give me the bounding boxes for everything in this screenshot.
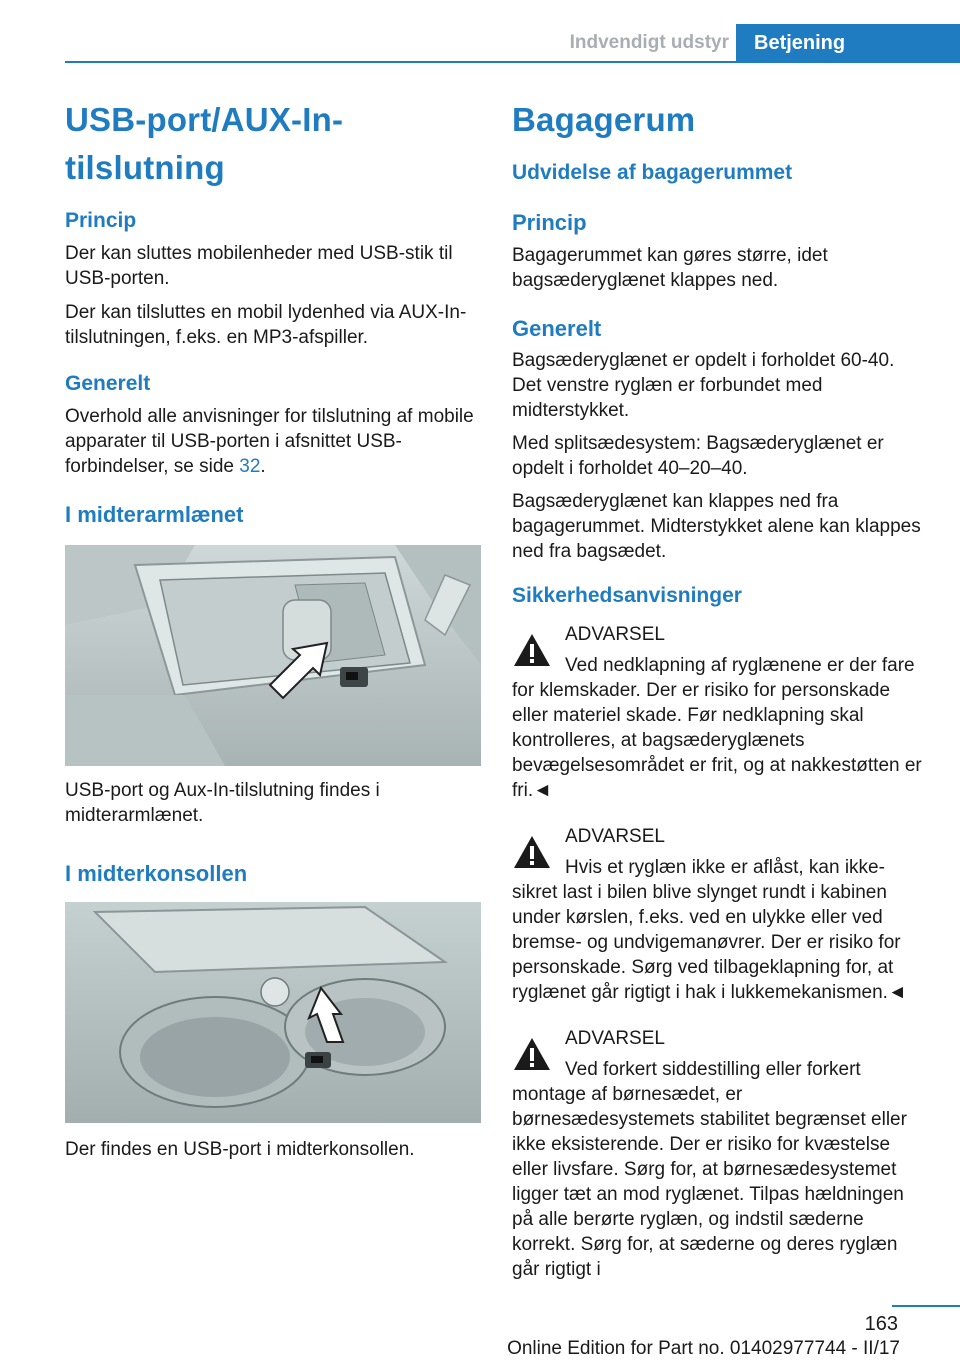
usb-principle-heading: Princip bbox=[65, 209, 137, 232]
warning-3 bbox=[512, 1026, 928, 1282]
right-column bbox=[512, 96, 928, 1282]
header-rule bbox=[65, 61, 960, 63]
warning-icon bbox=[512, 1036, 552, 1072]
usb-principle-p2: Der kan tilsluttes en mobil lydenhed via AUX-In-tilslutningen, f.eks. en MP3-afspiller. bbox=[65, 302, 467, 348]
left-column bbox=[65, 96, 481, 1162]
header-section: Indvendigt udstyr bbox=[569, 32, 729, 53]
page-header bbox=[0, 0, 960, 64]
trunk-general-p3: Bagsæderyglænet kan klappes ned fra bagagerummet. Midterstykket alene kan klappes ned fra bagsædet. bbox=[512, 491, 921, 562]
usb-general-body: Overhold alle anvisninger for tilslutning af mobile apparater til USB-porten i afsnittet USB-forbindelser, se side bbox=[65, 406, 474, 477]
trunk-principle-heading: Princip bbox=[512, 210, 587, 235]
usb-general-text bbox=[65, 404, 481, 479]
page-number: 163 bbox=[864, 1313, 898, 1335]
trunk-title: Bagagerum bbox=[512, 101, 696, 138]
warning-3-text: Ved forkert siddestilling eller forkert montage af børnesædet, er børnesædesystemets stabilitet begrænset eller ikke eksisterende. Der er risiko for kvæstelse eller livsfare. Sørg for, at børnesædesystemet ligger tæt an mod ryglænet. Tilpas hældningen på alle berørte ryglæn, og indstil sæderne korrekt. Sørg for, at sæderne og deres ryglæn går rigtigt i bbox=[512, 1059, 907, 1280]
warning-2-label: ADVARSEL bbox=[565, 826, 665, 847]
header-tab: Betjening bbox=[736, 24, 960, 62]
armrest-usb-photo bbox=[65, 545, 481, 766]
trunk-subheading: Udvidelse af bagagerummet bbox=[512, 161, 793, 184]
warning-2 bbox=[512, 824, 928, 1005]
edition-line: Online Edition for Part no. 01402977744 - II/17 bbox=[507, 1338, 900, 1359]
trunk-principle-text: Bagagerummet kan gøres større, idet bagsæderyglænet klappes ned. bbox=[512, 245, 828, 291]
footer-rule bbox=[892, 1305, 960, 1307]
trunk-general-heading: Generelt bbox=[512, 316, 602, 341]
warning-3-label: ADVARSEL bbox=[565, 1028, 665, 1049]
warning-1 bbox=[512, 622, 928, 803]
warning-icon bbox=[512, 632, 552, 668]
warning-2-text: Hvis et ryglæn ikke er aflåst, kan ikke-sikret last i bilen blive slynget rundt i kabinen under kørslen, f.eks. ved en ulykke eller ved bremse- og undvigemanøvrer. Der er risiko for personskade. Sørg ved tilbageklapning for, at ryglænet går rigtigt i hak i lukkemekanismen.◄ bbox=[512, 857, 907, 1003]
armrest-caption: USB-port og Aux-In-tilslutning findes i midterarmlænet. bbox=[65, 780, 380, 826]
page-link-32[interactable]: 32 bbox=[239, 456, 261, 477]
warning-1-label: ADVARSEL bbox=[565, 624, 665, 645]
warning-1-text: Ved nedklapning af ryglænene er der fare for klemskader. Der er risiko for personskade eller materiel skade. Før nedklapning skal kontrolleres, at bagsæderyglænets bevægelsesområdet er frit, og at nakkestøtten er fri.◄ bbox=[512, 655, 922, 801]
trunk-general-p1: Bagsæderyglænet er opdelt i forholdet 60-40. Det venstre ryglæn er forbundet med midterstykket. bbox=[512, 350, 895, 421]
warning-icon bbox=[512, 834, 552, 870]
console-heading: I midterkonsollen bbox=[65, 861, 248, 886]
console-usb-photo bbox=[65, 902, 481, 1123]
usb-principle-p1: Der kan sluttes mobilenheder med USB-stik til USB-porten. bbox=[65, 243, 453, 289]
safety-heading: Sikkerhedsanvisninger bbox=[512, 584, 742, 607]
usb-general-heading: Generelt bbox=[65, 372, 151, 395]
console-caption: Der findes en USB-port i midterkonsollen. bbox=[65, 1139, 415, 1160]
usb-aux-title: USB-port/AUX-In-tilslutning bbox=[65, 101, 344, 186]
trunk-general-p2: Med splitsædesystem: Bagsæderyglænet er opdelt i forholdet 40–20–40. bbox=[512, 433, 884, 479]
usb-general-end: . bbox=[260, 456, 266, 477]
armrest-heading: I midterarmlænet bbox=[65, 502, 244, 527]
